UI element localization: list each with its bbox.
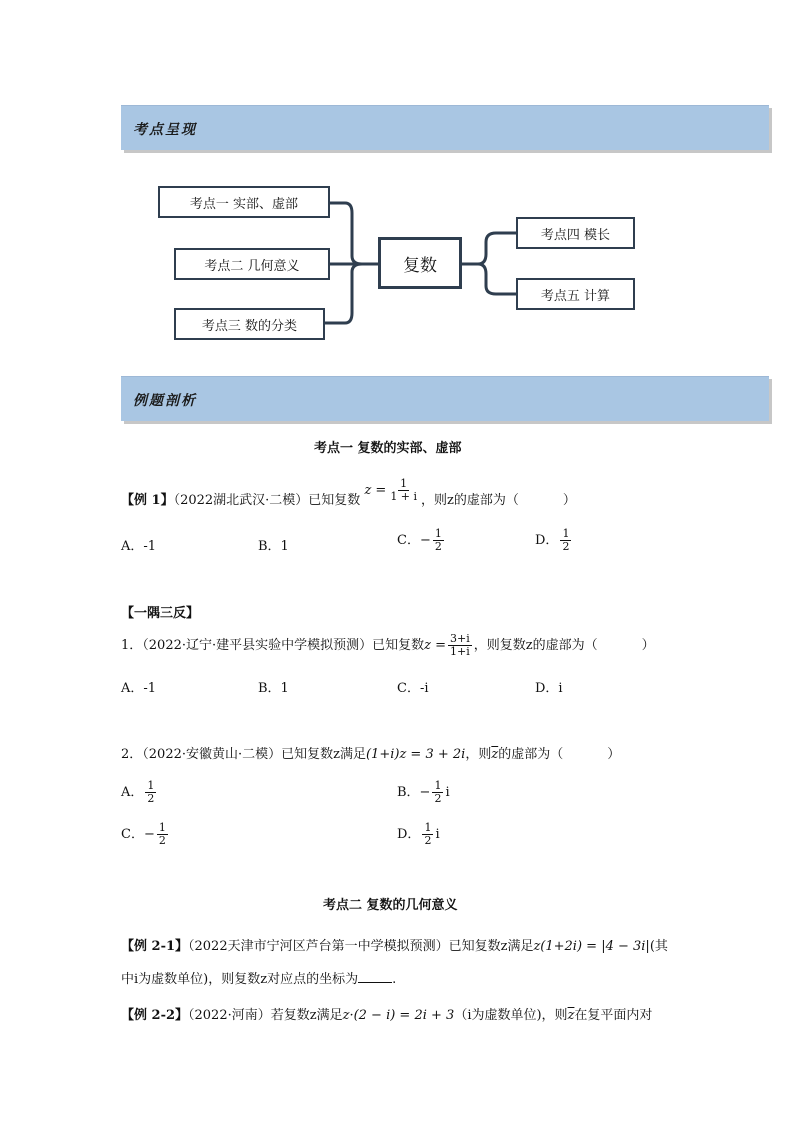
example1-option-b: B．1 <box>258 539 289 554</box>
question1-option-a: A．-1 <box>121 681 157 696</box>
question2-option-b: B．− $\frac{1}{2}$ i <box>397 779 450 805</box>
example2-2-stem: 【例 2-2】（2022·河南）若复数z满足z·(2 − i) = 2i + 3（i为虚数单位)，则$\overline{z}$在复平面内对 <box>121 1008 653 1023</box>
example1-stem: 【例 1】（2022湖北武汉·二模）已知复数 z = $\frac{1}{1 + i}$ ，则z的虚部为（ ） <box>121 477 576 508</box>
drill-heading: 【一隅三反】 <box>121 606 200 621</box>
answer-blank[interactable] <box>358 970 392 983</box>
question1-option-c: C．-i <box>397 681 429 696</box>
mindmap-node-topic3: 考点三 数的分类 <box>174 308 325 340</box>
question2-option-c: C．− $\frac{1}{2}$ <box>121 821 166 847</box>
question1-stem: 1．（2022·辽宁·建平县实验中学模拟预测）已知复数z = $\frac{3+i}{1+i}$ ，则复数z的虚部为（ ） <box>121 632 655 658</box>
mindmap-center-node: 复数 <box>378 237 462 289</box>
mindmap-node-topic2: 考点二 几何意义 <box>174 248 330 280</box>
question1-option-b: B．1 <box>258 681 289 696</box>
mindmap-node-topic1: 考点一 实部、虚部 <box>158 186 330 218</box>
connector-right-top <box>462 233 516 264</box>
connector-left-bottom <box>325 264 378 323</box>
connector-left-top <box>330 203 378 264</box>
section2-title: 考点二 复数的几何意义 <box>323 898 458 913</box>
example1-option-a: A．-1 <box>121 539 157 554</box>
question1-option-d: D．i <box>535 681 563 696</box>
overview-banner-title: 考点呈现 <box>133 122 197 138</box>
analysis-banner-title: 例题剖析 <box>133 393 197 409</box>
mindmap-node-topic4: 考点四 模长 <box>516 217 635 249</box>
example1-option-c: C．− $\frac{1}{2}$ <box>397 527 442 553</box>
example2-1-stem-line2: 中i为虚数单位)，则复数z对应点的坐标为 . <box>121 972 397 987</box>
section1-title: 考点一 复数的实部、虚部 <box>314 441 462 456</box>
question2-stem: 2．（2022·安徽黄山·二模）已知复数z满足(1+i)z = 3 + 2i，则$\overline{z}$的虚部为（ ） <box>121 747 621 762</box>
example1-option-d: D． $\frac{1}{2}$ <box>535 527 570 553</box>
connector-right-bottom <box>462 264 516 294</box>
example2-1-stem-line1: 【例 2-1】（2022天津市宁河区芦台第一中学模拟预测）已知复数z满足z(1+2i) = |4 − 3i|(其 <box>121 939 668 954</box>
analysis-banner <box>121 376 769 421</box>
question2-option-a: A． $\frac{1}{2}$ <box>121 779 155 805</box>
question2-option-d: D． $\frac{1}{2}$ i <box>397 821 440 847</box>
mindmap-connectors <box>0 0 794 400</box>
mindmap-node-topic5: 考点五 计算 <box>516 278 635 310</box>
